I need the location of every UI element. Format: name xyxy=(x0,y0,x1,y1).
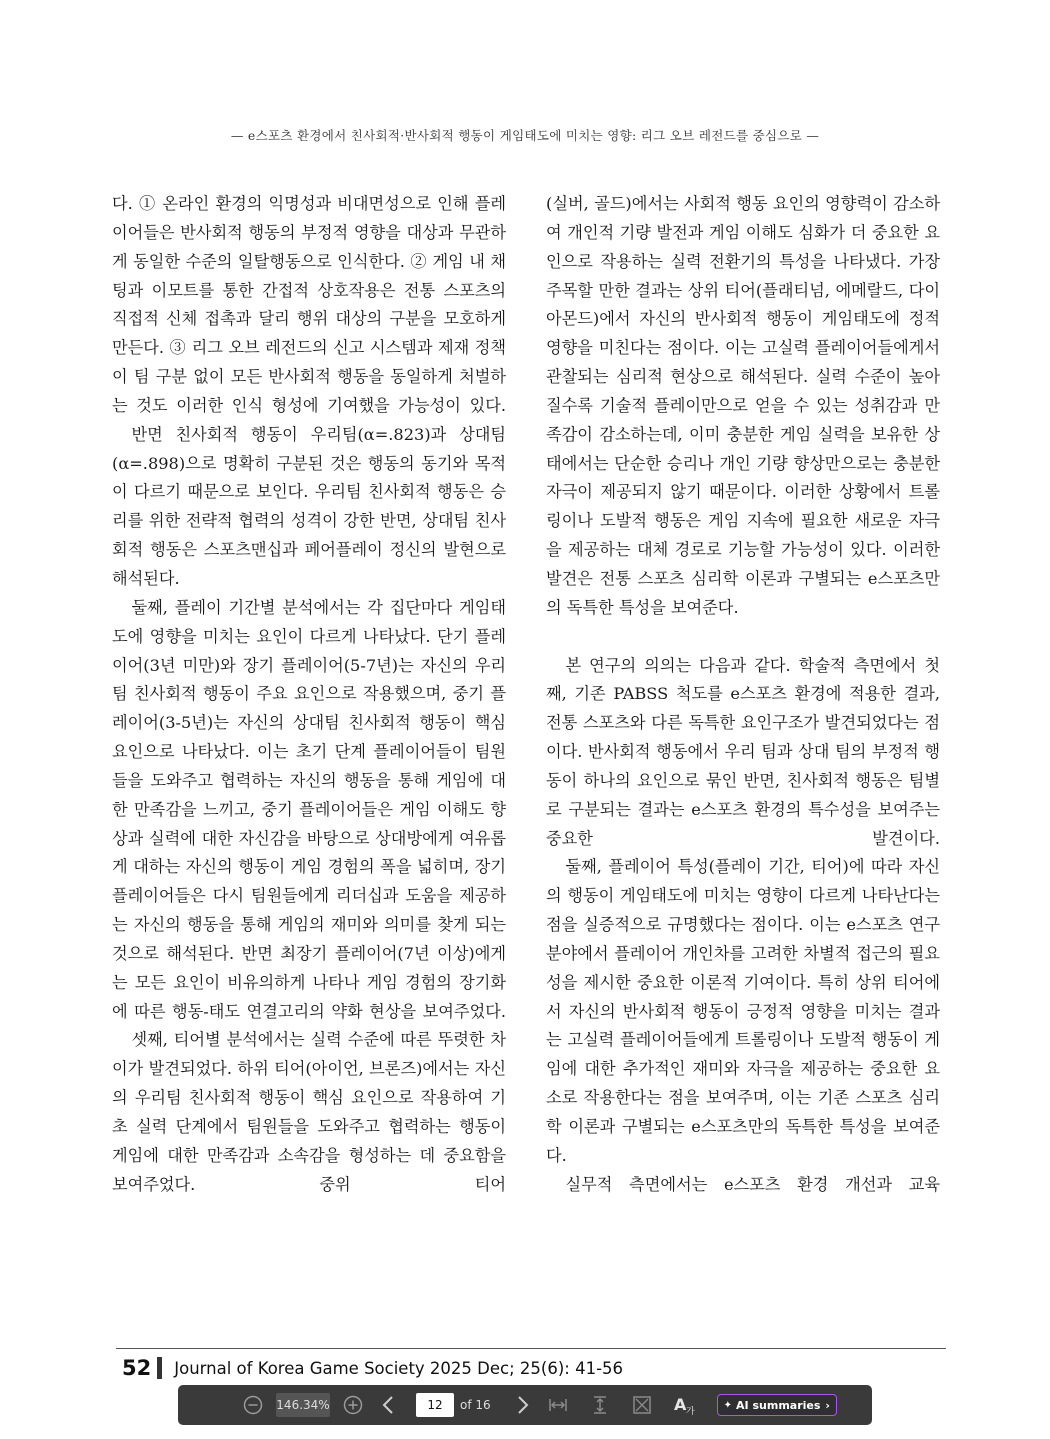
paragraph: 본 연구의 의의는 다음과 같다. 학술적 측면에서 첫째, 기존 PABSS 척도를 e스포츠 환경에 적용한 결과, 전통 스포츠와 다른 독특한 요인구조가 발견되었다는 점이다. 반사회적 행동에서 우리 팀과 상대 팀의 부정적 행동이 하나의 요인으로 묶인 반면, 친사회적 행동은 팀별로 구분되는 결과는 e스포츠 환경의 특수성을 보여주는 중요한 발견이다. xyxy=(546,655,940,848)
zoom-out-icon[interactable] xyxy=(242,1394,264,1416)
ai-summaries-label: AI summaries xyxy=(736,1398,821,1412)
fullscreen-icon[interactable] xyxy=(631,1394,653,1416)
paragraph: (실버, 골드)에서는 사회적 행동 요인의 영향력이 감소하여 개인적 기량 발전과 게임 이해도 심화가 더 중요한 요인으로 작용하는 실력 전환기의 특성을 나타냈다. 가장 주목할 만한 결과는 상위 티어(플래티넘, 에메랄드, 다이아몬드)에서 자신의 반사회적 행동이 게임태도에 정적 영향을 미친다는 점이다. 이는 고실력 플레이어들에게서 관찰되는 심리적 현상으로 해석된다. 실력 수준이 높아질수록 기술적 플레이만으로 얻을 수 있는 성취감과 만족감이 감소하는데, 이미 충분한 게임 실력을 보유한 상태에서는 단순한 승리나 개인 기량 향상만으로는 충분한 자극이 제공되지 않기 때문이다. 이러한 상황에서 트롤링이나 도발적 행동은 게임 지속에 필요한 새로운 자극을 제공하는 대체 경로로 기능할 가능성이 있다. 이러한 발견은 전통 스포츠 심리학 이론과 구별되는 e스포츠만의 독특한 특성을 보여준다. xyxy=(546,194,940,617)
next-page-icon[interactable] xyxy=(515,1394,531,1416)
pdf-viewer-toolbar xyxy=(178,1385,872,1425)
zoom-level-display[interactable]: 146.34% xyxy=(276,1393,330,1417)
paragraph: 실무적 측면에서는 e스포츠 환경 개선과 교육 xyxy=(565,1174,940,1194)
journal-citation: Journal of Korea Game Society 2025 Dec; 25(6): 41-56 xyxy=(174,1358,624,1378)
previous-page-icon[interactable] xyxy=(380,1394,396,1416)
ai-summaries-button[interactable] xyxy=(717,1394,837,1416)
translate-icon[interactable] xyxy=(673,1393,699,1417)
total-pages-label: of 16 xyxy=(460,1398,491,1412)
svg-text:A: A xyxy=(673,1395,687,1414)
fit-width-icon[interactable] xyxy=(547,1394,569,1416)
sparkle-icon: ✦ xyxy=(723,1399,733,1411)
page-number-input[interactable] xyxy=(416,1393,454,1417)
paragraph: 둘째, 플레이어 특성(플레이 기간, 티어)에 따라 자신의 행동이 게임태도에 미치는 영향이 다르게 나타난다는 점을 실증적으로 규명했다는 점이다. 이는 e스포츠 연구 분야에서 플레이어 개인차를 고려한 차별적 접근의 필요성을 제시한 중요한 이론적 기여이다. 특히 상위 티어에서 자신의 반사회적 행동이 긍정적 영향을 미치는 결과는 고실력 플레이어들에게 트롤링이나 도발적 행동이 게임에 대한 추가적인 재미와 자극을 제공하는 중요한 요소로 작용한다는 점을 보여주며, 이는 기존 스포츠 심리학 이론과 구별되는 e스포츠만의 독특한 특성을 보여준다. xyxy=(546,857,940,1165)
right-column xyxy=(546,190,940,1200)
page-number: 52 xyxy=(122,1356,152,1380)
fit-height-icon[interactable] xyxy=(589,1394,611,1416)
page-footer xyxy=(122,1356,623,1380)
zoom-in-icon[interactable] xyxy=(342,1394,364,1416)
left-column xyxy=(112,190,506,1200)
paragraph: 셋째, 티어별 분석에서는 실력 수준에 따른 뚜렷한 차이가 발견되었다. 하위 티어(아이언, 브론즈)에서는 자신의 우리팀 친사회적 행동이 핵심 요인으로 작용하여 기초 실력 단계에서 팀원들을 도와주고 협력하는 행동이 게임에 대한 만족감과 소속감을 형성하는 데 중요함을 보여주었다. 중위 티어 xyxy=(112,1030,506,1194)
svg-text:가: 가 xyxy=(685,1407,695,1416)
paragraph: 다. ① 온라인 환경의 익명성과 비대면성으로 인해 플레이어들은 반사회적 행동의 부정적 영향을 대상과 무관하게 동일한 수준의 일탈행동으로 인식한다. ② 게임 내 채팅과 이모트를 통한 간접적 상호작용은 전통 스포츠의 직접적 신체 접촉과 달리 행위 대상의 구분을 모호하게 만든다. ③ 리그 오브 레전드의 신고 시스템과 제재 정책이 팀 구분 없이 모든 반사회적 행동을 동일하게 처벌하는 것도 이러한 인식 형성에 기여했을 가능성이 있다. xyxy=(112,194,506,415)
footer-divider xyxy=(116,1348,946,1349)
page-number-bar xyxy=(157,1357,162,1379)
chevron-right-icon: › xyxy=(825,1398,830,1412)
running-header: — e스포츠 환경에서 친사회적·반사회적 행동이 게임태도에 미치는 영향: 리그 오브 레전드를 중심으로 — xyxy=(230,128,820,143)
paragraph: 둘째, 플레이 기간별 분석에서는 각 집단마다 게임태도에 영향을 미치는 요인이 다르게 나타났다. 단기 플레이어(3년 미만)와 장기 플레이어(5-7년)는 자신의 우리팀 친사회적 행동이 주요 요인으로 작용했으며, 중기 플레이어(3-5년)는 자신의 상대팀 친사회적 행동이 핵심 요인으로 나타났다. 이는 초기 단계 플레이어들이 팀원들을 도와주고 협력하는 자신의 행동을 통해 게임에 대한 만족감을 느끼고, 중기 플레이어들은 게임 이해도 향상과 실력에 대한 자신감을 바탕으로 상대방에게 여유롭게 대하는 자신의 행동이 게임 경험의 폭을 넓히며, 장기 플레이어들은 다시 팀원들에게 리더십과 도움을 제공하는 자신의 행동을 통해 게임의 재미와 의미를 찾게 되는 것으로 해석된다. 반면 최장기 플레이어(7년 이상)에게는 모든 요인이 비유의하게 나타나 게임 경험의 장기화에 따른 행동-태도 연결고리의 약화 현상을 보여주었다. xyxy=(112,597,506,1021)
paragraph: 반면 친사회적 행동이 우리팀(α=.823)과 상대팀(α=.898)으로 명확히 구분된 것은 행동의 동기와 목적이 다르기 때문으로 보인다. 우리팀 친사회적 행동은 승리를 위한 전략적 협력의 성격이 강한 반면, 상대팀 친사회적 행동은 스포츠맨십과 페어플레이 정신의 발현으로 해석된다. xyxy=(112,424,506,588)
